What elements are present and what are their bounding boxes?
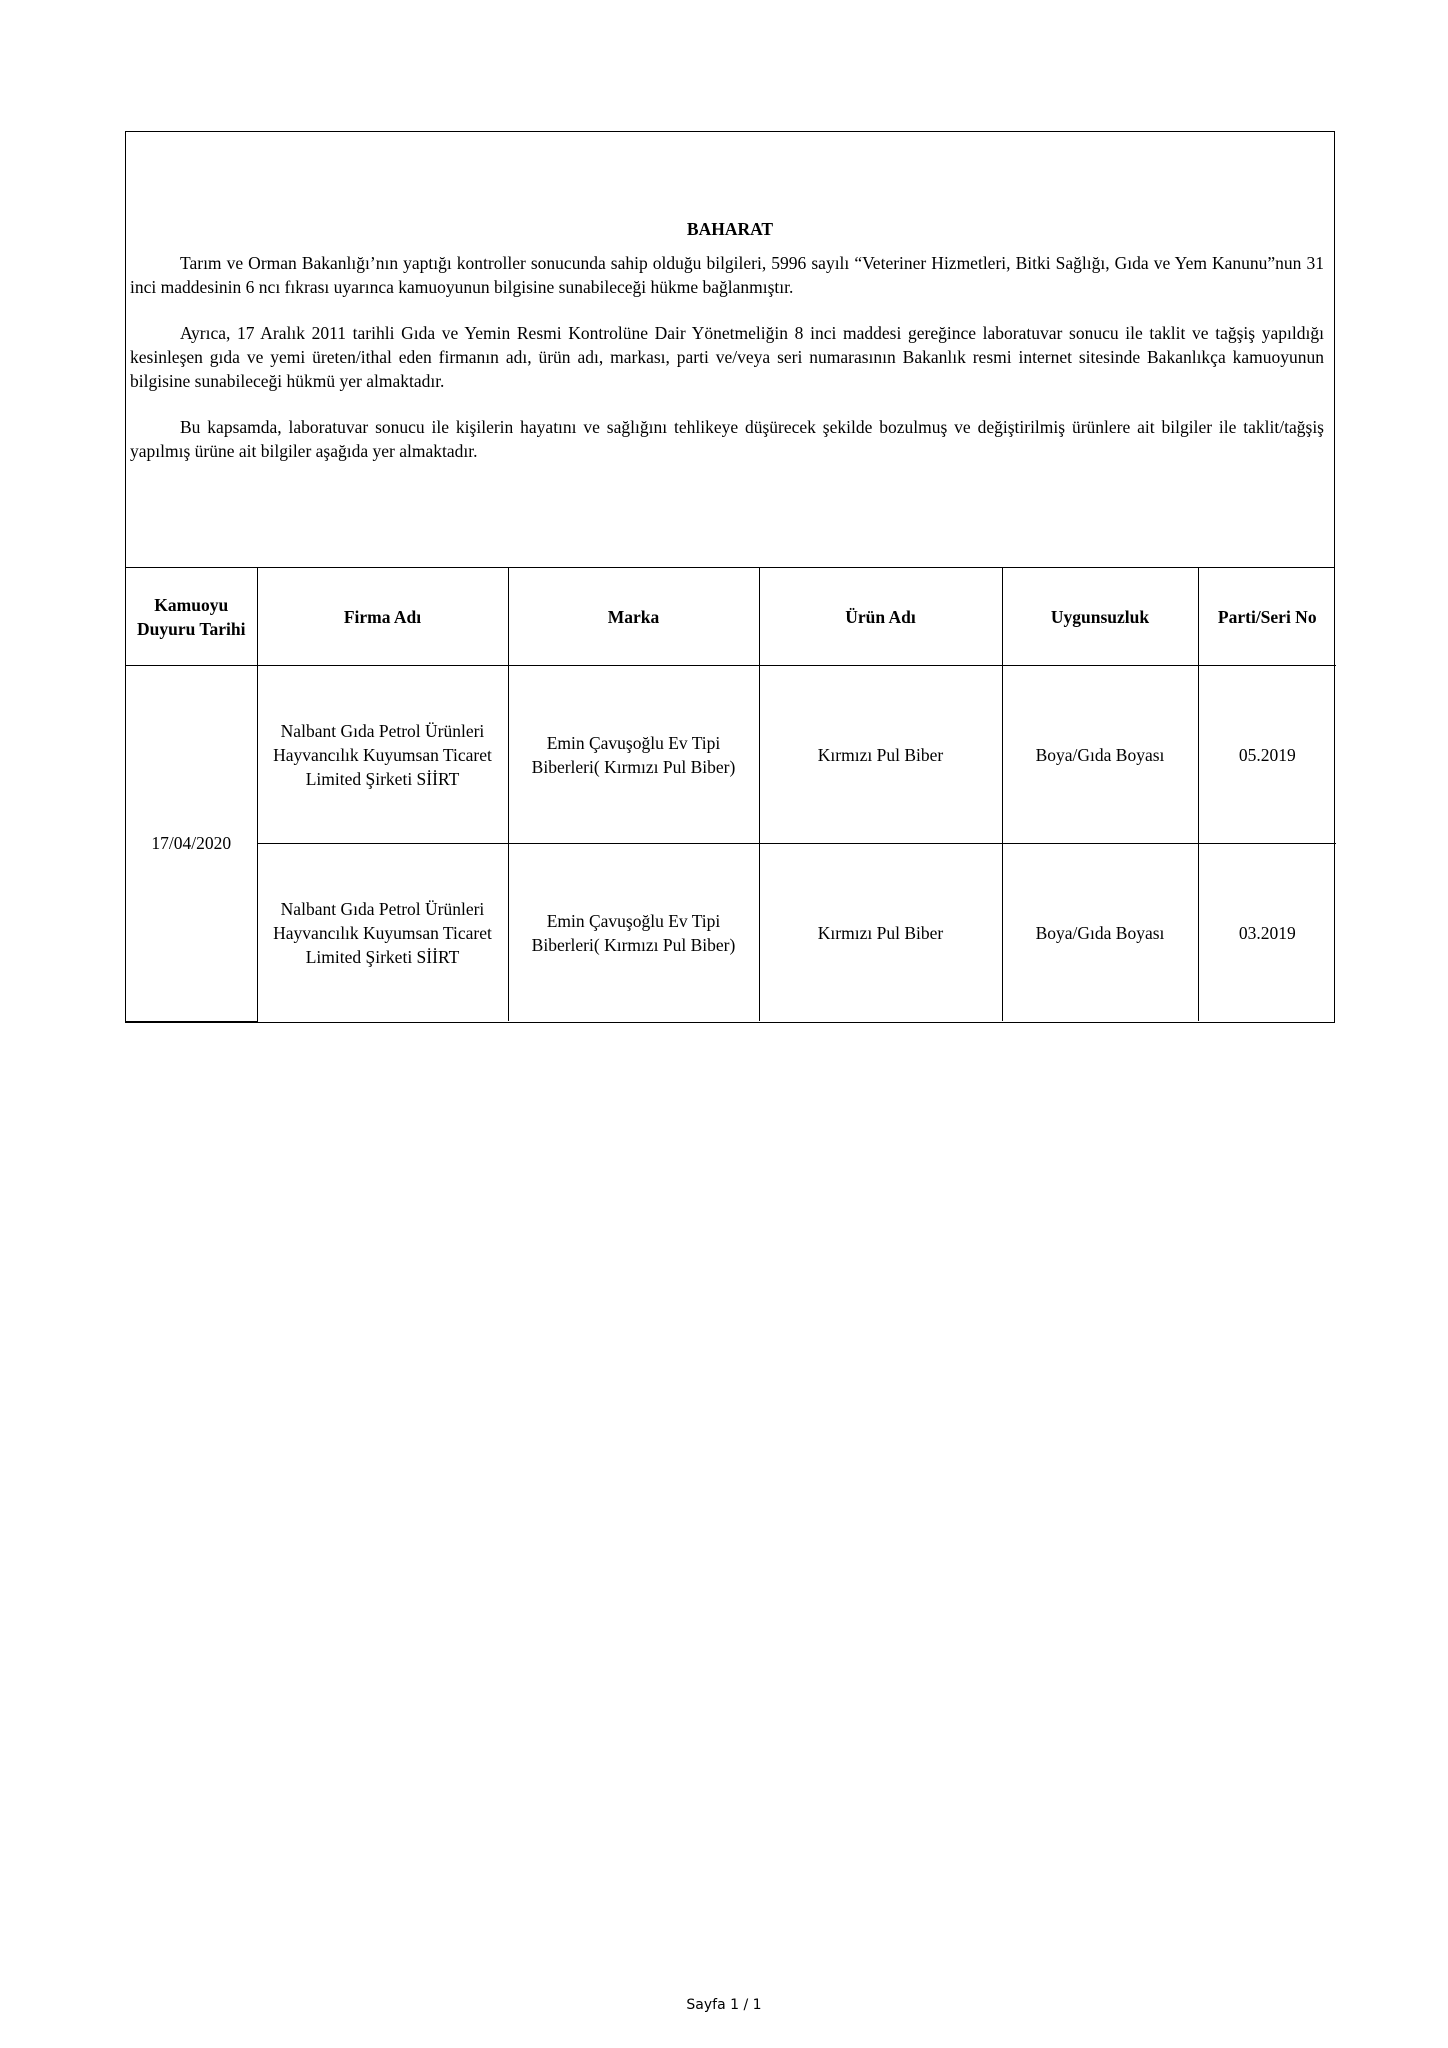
- table-row: [126, 666, 1336, 844]
- brand-cell: Emin Çavuşoğlu Ev Tipi Biberleri( Kırmızı Pul Biber): [508, 844, 759, 1022]
- header-product-name: Ürün Adı: [759, 568, 1002, 666]
- intro-paragraph-3: Bu kapsamda, laboratuvar sonucu ile kişilerin hayatını ve sağlığını tehlikeye düşürecek şekilde bozulmuş ve değiştirilmiş ürünlere ait bilgiler ile taklit/tağşiş yapılmış ürüne ait bilgiler aşağıda yer almaktadır.: [130, 417, 1324, 461]
- product-name-cell: Kırmızı Pul Biber: [759, 844, 1002, 1022]
- page-number: Sayfa 1 / 1: [686, 1997, 762, 2013]
- header-nonconformity: Uygunsuzluk: [1002, 568, 1198, 666]
- header-batch-number: Parti/Seri No: [1198, 568, 1336, 666]
- announcement-table: [126, 568, 1336, 1022]
- document-frame: [125, 131, 1335, 1023]
- header-company-name: Firma Adı: [257, 568, 508, 666]
- document-title: BAHARAT: [686, 219, 774, 239]
- brand-cell: Emin Çavuşoğlu Ev Tipi Biberleri( Kırmızı Pul Biber): [508, 666, 759, 844]
- announcement-date-cell: 17/04/2020: [126, 666, 257, 1022]
- intro-paragraph-1: Tarım ve Orman Bakanlığı’nın yaptığı kontroller sonucunda sahip olduğu bilgileri, 5996 sayılı “Veteriner Hizmetleri, Bitki Sağlığı, Gıda ve Yem Kanunu”nun 31 inci maddesinin 6 ncı fıkrası uyarınca kamuoyunun bilgisine sunabileceği hükme bağlanmıştır.: [130, 253, 1324, 297]
- batch-number-cell: 03.2019: [1198, 844, 1336, 1022]
- batch-number-cell: 05.2019: [1198, 666, 1336, 844]
- header-brand: Marka: [508, 568, 759, 666]
- intro-paragraph-2: Ayrıca, 17 Aralık 2011 tarihli Gıda ve Yemin Resmi Kontrolüne Dair Yönetmeliğin 8 inci maddesi gereğince laboratuvar sonucu ile taklit ve tağşiş yapıldığı kesinleşen gıda ve yemi üreten/ithal eden firmanın adı, ürün adı, markası, parti ve/veya seri numarasının Bakanlık resmi internet sitesinde Bakanlıkça kamuoyunun bilgisine sunabileceği hükmü yer almaktadır.: [130, 323, 1324, 391]
- intro-section: [126, 132, 1334, 568]
- nonconformity-cell: Boya/Gıda Boyası: [1002, 844, 1198, 1022]
- table-row: [126, 844, 1336, 1022]
- company-name-cell: Nalbant Gıda Petrol Ürünleri Hayvancılık Kuyumsan Ticaret Limited Şirketi SİİRT: [257, 666, 508, 844]
- nonconformity-cell: Boya/Gıda Boyası: [1002, 666, 1198, 844]
- header-announcement-date: Kamuoyu Duyuru Tarihi: [126, 568, 257, 666]
- table-header-row: [126, 568, 1336, 666]
- product-name-cell: Kırmızı Pul Biber: [759, 666, 1002, 844]
- company-name-cell: Nalbant Gıda Petrol Ürünleri Hayvancılık Kuyumsan Ticaret Limited Şirketi SİİRT: [257, 844, 508, 1022]
